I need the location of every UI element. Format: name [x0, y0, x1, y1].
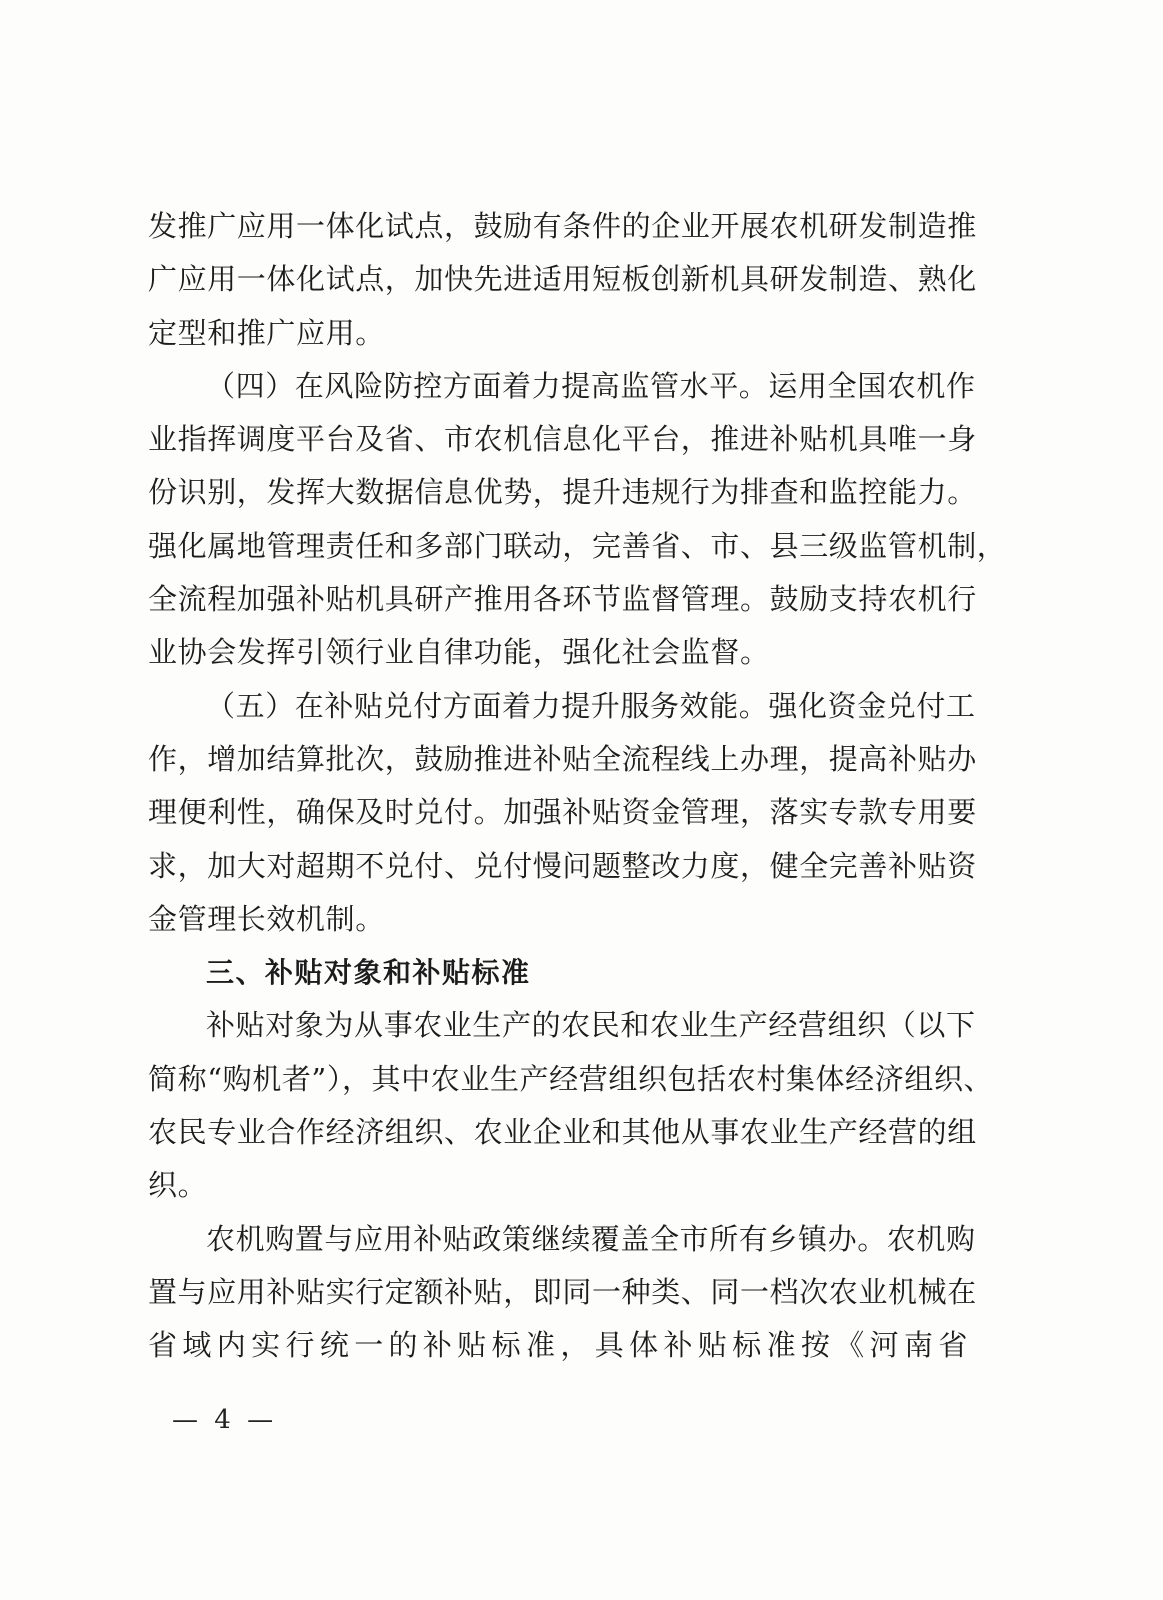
text-line: 求，加大对超期不兑付、兑付慢问题整改力度，健全完善补贴资 — [148, 848, 977, 883]
text-line: 业指挥调度平台及省、市农机信息化平台，推进补贴机具唯一身 — [148, 422, 977, 457]
text-line: 定型和推广应用。 — [148, 315, 385, 350]
text-line: 广应用一体化试点，加快先进适用短板创新机具研发制造、熟化 — [148, 262, 977, 297]
text-line: 织。 — [148, 1168, 208, 1203]
body-text — [148, 200, 1007, 1373]
text-line: 农机购置与应用补贴政策继续覆盖全市所有乡镇办。农机购 — [206, 1221, 976, 1256]
text-line: 全流程加强补贴机具研产推用各环节监督管理。鼓励支持农机行 — [148, 582, 977, 617]
text-line: 金管理长效机制。 — [148, 901, 385, 936]
section-three-heading: 三、补贴对象和补贴标准 — [206, 956, 531, 990]
text-line: 理便利性，确保及时兑付。加强补贴资金管理，落实专款专用要 — [148, 795, 977, 830]
text-line: 发推广应用一体化试点，鼓励有条件的企业开展农机研发制造推 — [148, 209, 977, 243]
text-line: 份识别，发挥大数据信息优势，提升违规行为排查和监控能力。 — [148, 475, 977, 510]
text-line: 简称“购机者”），其中农业生产经营组织包括农村集体经济组织、 — [148, 1061, 994, 1096]
text-line: 强化属地管理责任和多部门联动，完善省、市、县三级监管机制， — [148, 528, 1007, 563]
section-four-heading-line: （四）在风险防控方面着力提高监管水平。运用全国农机作 — [206, 368, 976, 403]
text-line: 补贴对象为从事农业生产的农民和农业生产经营组织（以下 — [206, 1008, 976, 1043]
section-five-heading-line: （五）在补贴兑付方面着力提升服务效能。强化资金兑付工 — [206, 688, 976, 723]
page-number: — 4 — — [172, 1405, 278, 1435]
text-line: 农民专业合作经济组织、农业企业和其他从事农业生产经营的组 — [148, 1115, 977, 1150]
text-line: 业协会发挥引领行业自律功能，强化社会监督。 — [148, 635, 770, 670]
text-line: 作，增加结算批次，鼓励推进补贴全流程线上办理，提高补贴办 — [148, 741, 977, 776]
text-line: 置与应用补贴实行定额补贴，即同一种类、同一档次农业机械在 — [148, 1274, 977, 1309]
text-line: 省域内实行统一的补贴标准，具体补贴标准按《河南省 — [148, 1328, 968, 1363]
